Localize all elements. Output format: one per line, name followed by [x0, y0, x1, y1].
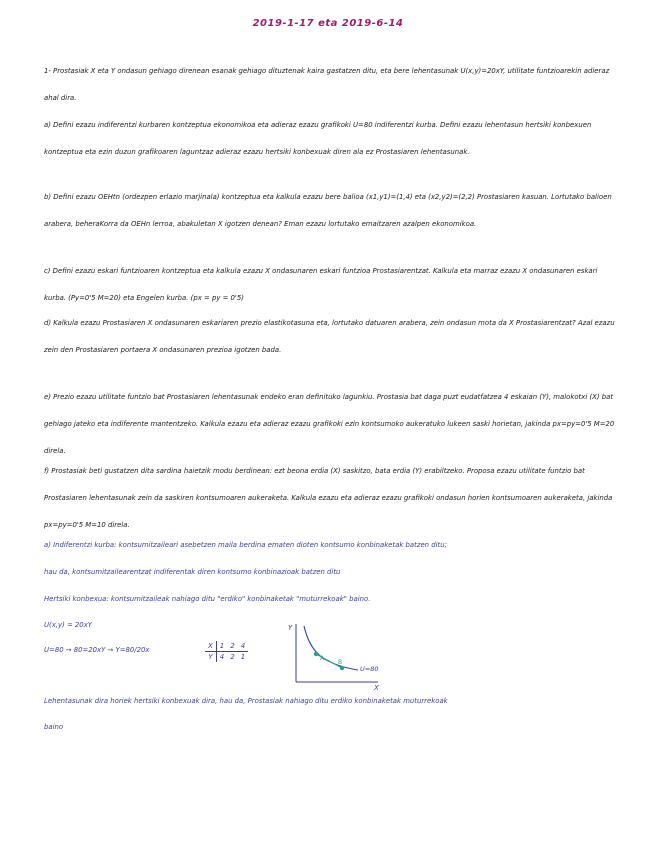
indifference-curve-graph [282, 620, 392, 692]
indifference-curve [304, 626, 358, 670]
point-a-label: A [320, 655, 325, 662]
question-f: f) Prostasiak beti gustatzen dita sardina haietzik modu berdinean: ezt beona erdia (X) saskitzo, bata erdia (Y) erabiltzeko. Proposa ezazu utilitate funtzio bat Prostasiaren lehentasunak zein da saskiren kontsumoaren aukeraketa. Kalkula ezazu eta adieraz ezazu grafikoki ondasun horien kontsumoaren aukeraketa, jakinda px=py=0'5 M=10 direla. [44, 467, 613, 529]
document-date: 2019-1-17 eta 2019-6-14 [252, 18, 404, 29]
graph-y-label: Y [288, 624, 293, 632]
table-cell: 1 [216, 641, 227, 652]
table-cell: 2 [230, 653, 235, 661]
utility-function: U(x,y) = 20xY [44, 621, 92, 629]
table-y-label: Y [205, 652, 216, 663]
answer-line-1: a) Indiferentzi kurba: kontsumitzaileari asebetzen maila berdina ematen dioten kontsumo konbinaketak batzen ditu; [44, 541, 447, 549]
conclusion-line-1: Lehentasunak dira horiek hertsiki konbexuak dira, hau da, Prostasiak nahiago ditu erdiko konbinaketak muturrekoak [44, 697, 448, 705]
xy-value-table [205, 641, 248, 662]
point-a [314, 652, 318, 656]
point-b-label: B [338, 659, 343, 666]
table-cell: 1 [240, 653, 246, 661]
indifference-derivation: U=80 → 80=20xY → Y=80/20x [44, 646, 150, 654]
question-e: e) Prezio ezazu utilitate funtzio bat Prostasiaren lehentasunak endeko eran definituko lagunkiu. Prostasia bat daga puzt eudatfatzea 4 eskaian (Y), malokotxi (X) bat gehiago jateko eta indiferente mantentzeko. Kalkula ezazu eta adieraz ezazu grafikoki ezin kontsumoko aukeratuko lukeen saski horietan, jakinda px=py=0'5 M=20 direla. [44, 393, 615, 455]
point-b [340, 666, 344, 670]
question-b: b) Defini ezazu OEHtn (ordezpen erlazio marjinala) kontzeptua eta kalkula ezazu bere balioa (x1,y1)=(1,4) eta (x2,y2)=(2,2) Prostasiaren kasuan. Lortutako balioen arabera, beheraKorra da OEHn lerroa, abakuletan X igotzen denean? Eman ezazu lortutako emaitzaren azalpen ekonomikoa. [44, 193, 612, 228]
table-cell: 4 [238, 641, 248, 652]
question-a: a) Defini ezazu indiferentzi kurbaren kontzeptua ekonomikoa eta adieraz ezazu grafikoki U=80 indiferentzi kurba. Defini ezazu lehentasun hertsiki konbexuen kontzeptua eta ezin duzun grafikoaren laguntzaz adieraz ezazu hertsiki konbexuak diren ala ez Prostasiaren lehentasunak. [44, 121, 592, 156]
table-cell: 4 [219, 653, 225, 661]
answer-line-2: hau da, kontsumitzailearentzat indiferentak diren kontsumo konbinazioak batzen ditu [44, 568, 341, 576]
curve-label: U=80 [360, 665, 379, 673]
graph-x-label: X [374, 684, 379, 692]
answer-line-3: Hertsiki konbexua: kontsumitzaileak nahiago ditu "erdiko" konbinaketak "muturrekoak" baino. [44, 595, 371, 603]
question-d: d) Kalkula ezazu Prostasiaren X ondasunaren eskariaren prezio elastikotasuna eta, lortutako datuaren arabera, zein ondasun mota da X Prostasiarentzat? Azal ezazu zein den Prostasiaren portaera X ondasunaren prezioa igotzen bada. [44, 319, 615, 354]
conclusion-line-2: baino [44, 723, 64, 731]
problem-intro: 1- Prostasiak X eta Y ondasun gehiago direnean esanak gehiago dituztenak kaira gastatzen ditu, eta bere lehentasunak U(x,y)=20xY, utilitate funtzioarekin adieraz ahal dira. [44, 67, 610, 102]
table-x-label: X [205, 641, 216, 652]
table-cell: 2 [227, 641, 237, 652]
question-c: c) Defini ezazu eskari funtzioaren kontzeptua eta kalkula ezazu X ondasunaren eskari funtzioa Prostasiarentzat. Kalkula eta marraz ezazu X ondasunaren eskari kurba. (Py=0'5 M=20) eta Engelen kurba. (px = py = 0'5) [44, 267, 598, 302]
